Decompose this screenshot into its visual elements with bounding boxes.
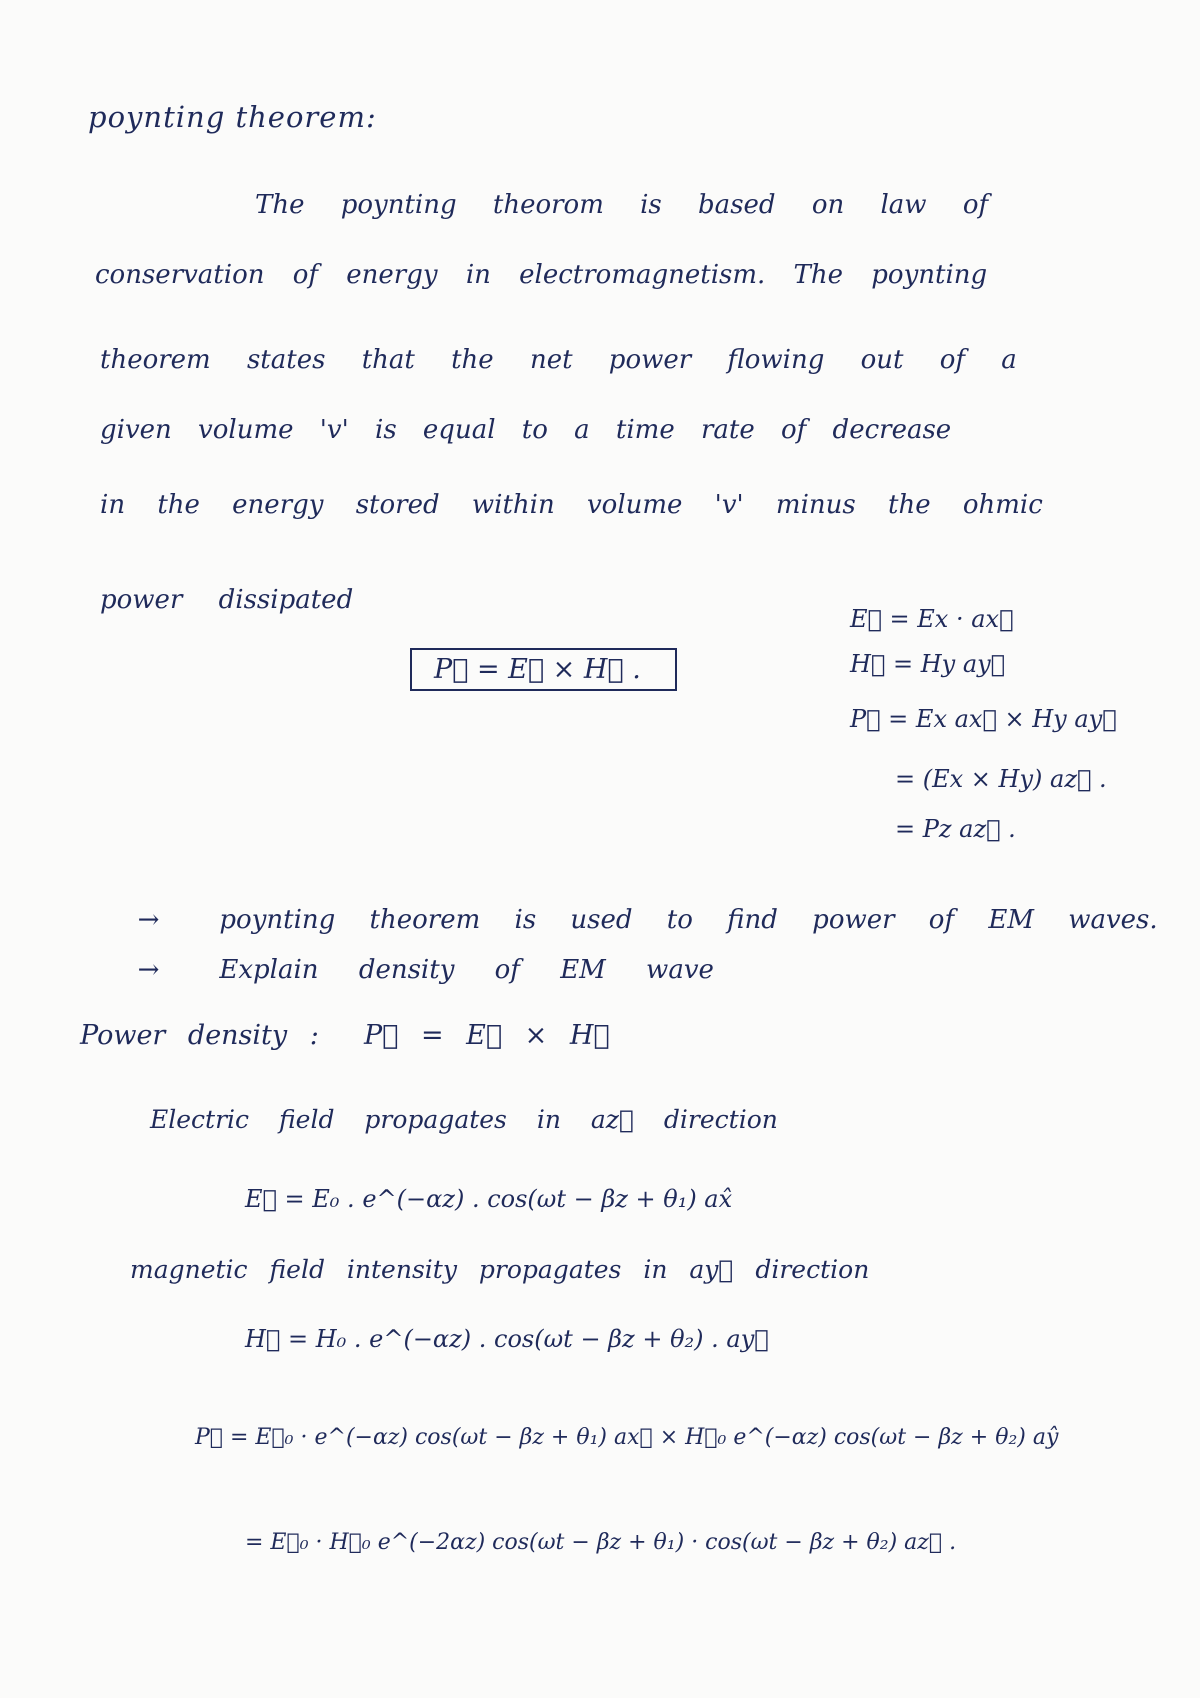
side-equation: = (Ex × Hy) az⃗ .	[895, 765, 1107, 793]
magnetic-field-equation: H⃗ = H₀ . e^(−αz) . cos(ωt − βz + θ₂) . ay⃗	[245, 1325, 769, 1353]
side-equation: E⃗ = Ex · ax⃗	[850, 605, 1014, 633]
paragraph-line: theorem states that the net power flowing out of a	[100, 345, 1017, 375]
side-equation: H⃗ = Hy ay⃗	[850, 650, 1006, 678]
electric-field-label: Electric field propagates in az⃗ direction	[150, 1105, 778, 1134]
page-title: poynting theorem:	[88, 100, 377, 134]
list-item	[88, 925, 714, 1015]
side-equation: P⃗ = Ex ax⃗ × Hy ay⃗	[850, 705, 1117, 733]
poynting-vector-box: P⃗ = E⃗ × H⃗ .	[410, 648, 677, 691]
bullet-text: Explain density of EM wave	[219, 955, 714, 985]
paragraph-line: The poynting theorom is based on law of	[255, 190, 989, 220]
paragraph-line: conservation of energy in electromagnetism. The poynting	[95, 260, 988, 290]
magnetic-field-label: magnetic field intensity propagates in ay⃗ direction	[130, 1255, 870, 1284]
paragraph-line: power dissipated	[100, 585, 354, 615]
arrow-icon: →	[137, 955, 160, 985]
arrow-icon: →	[137, 905, 160, 935]
paragraph-line: in the energy stored within volume 'v' minus the ohmic	[100, 490, 1043, 520]
paragraph-line: given volume 'v' is equal to a time rate of decrease	[100, 415, 952, 445]
side-equation: = Pz az⃗ .	[895, 815, 1016, 843]
bullet-text: poynting theorem is used to find power of EM waves.	[219, 905, 1158, 935]
power-density-line: Power density : P⃗ = E⃗ × H⃗	[80, 1020, 610, 1051]
electric-field-equation: E⃗ = E₀ . e^(−αz) . cos(ωt − βz + θ₁) ax̂	[245, 1185, 733, 1213]
poynting-product-equation: P⃗ = E⃗₀ · e^(−αz) cos(ωt − βz + θ₁) ax⃗ × H⃗₀ e^(−αz) cos(ωt − βz + θ₂) aŷ	[195, 1425, 1059, 1450]
poynting-result-equation: = E⃗₀ · H⃗₀ e^(−2αz) cos(ωt − βz + θ₁) · cos(ωt − βz + θ₂) az⃗ .	[245, 1530, 957, 1555]
